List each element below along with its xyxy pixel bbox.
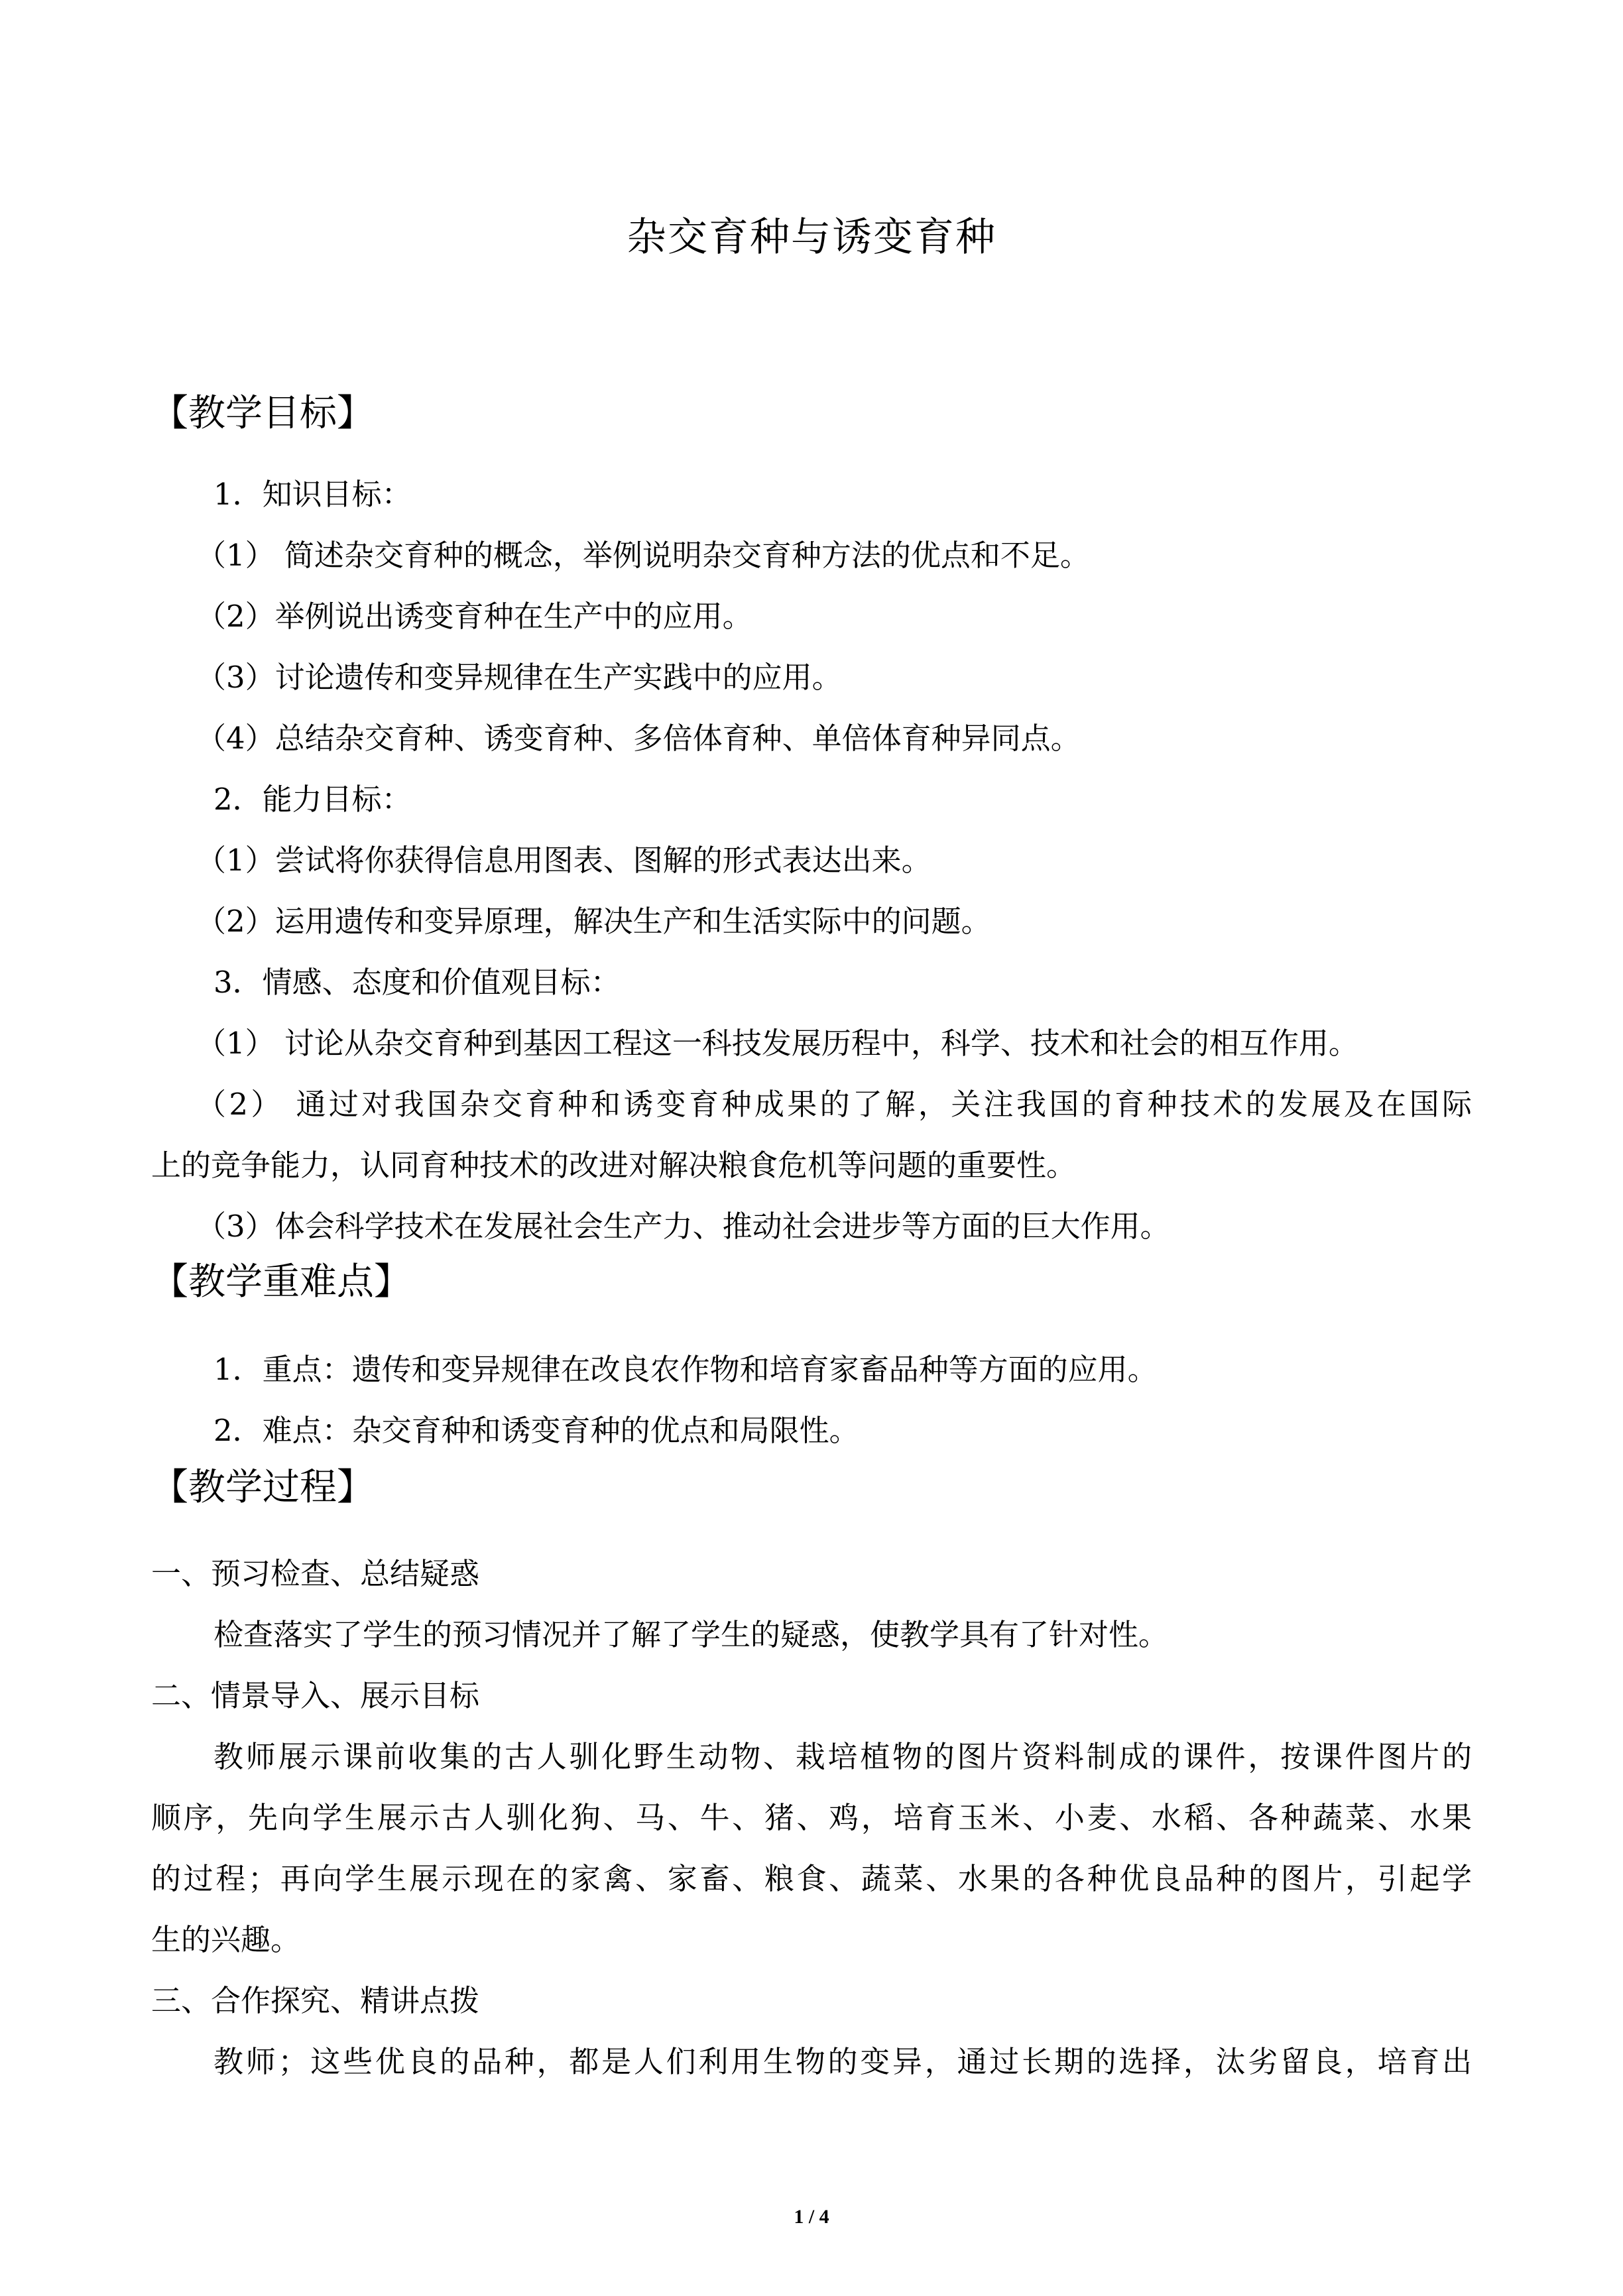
ability-item-1: （1）尝试将你获得信息用图表、图解的形式表达出来。 bbox=[196, 843, 932, 878]
knowledge-item-2: （2）举例说出诱变育种在生产中的应用。 bbox=[196, 599, 752, 634]
knowledge-item-1: （1） 简述杂交育种的概念，举例说明杂交育种方法的优点和不足。 bbox=[196, 538, 1090, 573]
process-step-3-title: 三、合作探究、精讲点拨 bbox=[151, 1983, 480, 2018]
emotion-item-2-line-1: （2） 通过对我国杂交育种和诱变育种成果的了解，关注我国的育种技术的发展及在国际 bbox=[196, 1087, 1472, 1122]
key-point-1: 1．重点：遗传和变异规律在改良农作物和培育家畜品种等方面的应用。 bbox=[213, 1352, 1158, 1387]
process-step-1-text: 检查落实了学生的预习情况并了解了学生的疑惑，使教学具有了针对性。 bbox=[213, 1617, 1169, 1652]
knowledge-goal-title: 1．知识目标： bbox=[213, 477, 412, 512]
knowledge-item-3: （3）讨论遗传和变异规律在生产实践中的应用。 bbox=[196, 660, 842, 695]
ability-goal-title: 2．能力目标： bbox=[213, 782, 412, 817]
process-step-3-line-1: 教师；这些优良的品种，都是人们利用生物的变异，通过长期的选择，汰劣留良，培育出 bbox=[213, 2044, 1472, 2079]
page-number: 1 / 4 bbox=[794, 2206, 829, 2228]
section-heading-process: 【教学过程】 bbox=[151, 1466, 374, 1509]
section-heading-goals: 【教学目标】 bbox=[151, 392, 374, 435]
emotion-item-3: （3）体会科学技术在发展社会生产力、推动社会进步等方面的巨大作用。 bbox=[196, 1209, 1170, 1244]
process-step-1-title: 一、预习检查、总结疑惑 bbox=[151, 1556, 480, 1591]
process-step-2-title: 二、情景导入、展示目标 bbox=[151, 1678, 480, 1713]
emotion-goal-title: 3．情感、态度和价值观目标： bbox=[213, 965, 621, 1000]
page-title: 杂交育种与诱变育种 bbox=[627, 214, 996, 261]
knowledge-item-4: （4）总结杂交育种、诱变育种、多倍体育种、单倍体育种异同点。 bbox=[196, 721, 1081, 756]
process-step-2-line-1: 教师展示课前收集的古人驯化野生动物、栽培植物的图片资料制成的课件，按课件图片的 bbox=[213, 1739, 1472, 1774]
emotion-item-1: （1） 讨论从杂交育种到基因工程这一科技发展历程中，科学、技术和社会的相互作用。 bbox=[196, 1026, 1358, 1061]
ability-item-2: （2）运用遗传和变异原理，解决生产和生活实际中的问题。 bbox=[196, 904, 991, 939]
section-heading-key-points: 【教学重难点】 bbox=[151, 1260, 411, 1303]
process-step-2-line-3: 的过程；再向学生展示现在的家禽、家畜、粮食、蔬菜、水果的各种优良品种的图片，引起学 bbox=[151, 1861, 1472, 1896]
process-step-2-line-4: 生的兴趣。 bbox=[151, 1922, 301, 1957]
emotion-item-2-line-2: 上的竞争能力，认同育种技术的改进对解决粮食危机等问题的重要性。 bbox=[151, 1148, 1077, 1183]
process-step-2-line-2: 顺序，先向学生展示古人驯化狗、马、牛、猪、鸡，培育玉米、小麦、水稻、各种蔬菜、水果 bbox=[151, 1800, 1472, 1835]
key-point-2: 2．难点：杂交育种和诱变育种的优点和局限性。 bbox=[213, 1413, 859, 1448]
